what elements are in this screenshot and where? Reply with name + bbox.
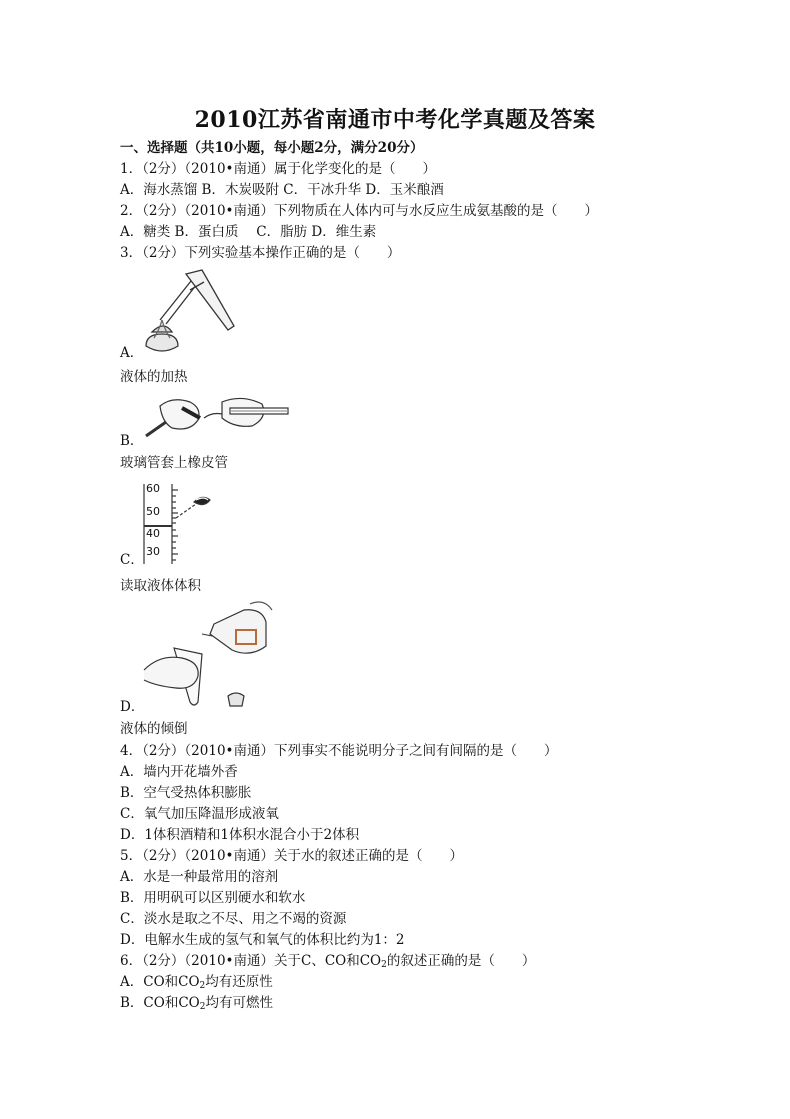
scale-label-40: 40: [146, 527, 160, 540]
question-6-stem-post: 的叙述正确的是（ ）: [386, 953, 536, 969]
scale-label-60: 60: [146, 482, 160, 495]
question-4-option-a: A．墙内开花墙外香: [120, 764, 238, 780]
section-heading: 一、选择题（共10小题，每小题2分，满分20分）: [120, 140, 424, 156]
question-5-option-c: C．淡水是取之不尽、用之不竭的资源: [120, 911, 347, 927]
question-6-option-a: [120, 973, 273, 995]
question-6-option-b-post: 均有可燃性: [205, 995, 273, 1011]
question-5-stem: 5．（2分）（2010•南通）关于水的叙述正确的是（ ）: [120, 848, 463, 864]
question-6-stem: [120, 952, 535, 974]
option-b-letter: B．: [120, 433, 144, 449]
question-6-option-a-pre: A．CO和CO: [120, 974, 200, 990]
question-5-option-a: A．水是一种最常用的溶剂: [120, 869, 279, 885]
question-5-option-d: D．电解水生成的氢气和氧气的体积比约为1：2: [120, 932, 405, 948]
option-c-caption: 读取液体体积: [120, 578, 201, 594]
option-a-caption: 液体的加热: [120, 369, 188, 385]
figure-glass-tube-rubber: [142, 388, 294, 444]
question-4-option-d: D．1体积酒精和1体积水混合小于2体积: [120, 827, 360, 843]
scale-label-30: 30: [146, 545, 160, 558]
question-6-option-b: [120, 994, 273, 1016]
question-6-option-b-pre: B．CO和CO: [120, 995, 200, 1011]
figure-liquid-pouring: [140, 600, 275, 712]
option-c-letter: C．: [120, 552, 144, 568]
figure-cylinder-reading: [140, 480, 230, 566]
question-6-stem-pre: 6．（2分）（2010•南通）关于C、CO和CO: [120, 953, 382, 969]
question-6-option-a-post: 均有还原性: [205, 974, 273, 990]
page-title: 2010江苏省南通市中考化学真题及答案: [194, 107, 596, 133]
question-1-stem: 1．（2分）（2010•南通）属于化学变化的是（ ）: [120, 161, 436, 177]
question-1-options: A．海水蒸馏 B．木炭吸附 C．干冰升华 D．玉米酿酒: [120, 182, 444, 198]
question-3-stem: 3．（2分）下列实验基本操作正确的是（ ）: [120, 245, 401, 261]
subscript-2: 2: [199, 981, 206, 991]
question-5-option-b: B．用明矾可以区别硬水和软水: [120, 890, 306, 906]
question-4-option-c: C．氧气加压降温形成液氧: [120, 806, 279, 822]
question-4-option-b: B．空气受热体积膨胀: [120, 785, 252, 801]
subscript-2: 2: [381, 960, 387, 970]
scale-label-50: 50: [146, 505, 160, 518]
option-a-letter: A．: [120, 345, 144, 361]
option-b-caption: 玻璃管套上橡皮管: [120, 455, 228, 471]
question-2-stem: 2．（2分）（2010•南通）下列物质在人体内可与水反应生成氨基酸的是（ ）: [120, 203, 598, 219]
option-d-letter: D．: [120, 699, 145, 715]
question-2-options: A．糖类 B．蛋白质 C．脂肪 D．维生素: [120, 224, 377, 240]
option-d-caption: 液体的倾倒: [120, 721, 188, 737]
figure-liquid-heating: [140, 268, 240, 360]
subscript-2: 2: [199, 1002, 206, 1012]
question-4-stem: 4．（2分）（2010•南通）下列事实不能说明分子之间有间隔的是（ ）: [120, 743, 558, 759]
